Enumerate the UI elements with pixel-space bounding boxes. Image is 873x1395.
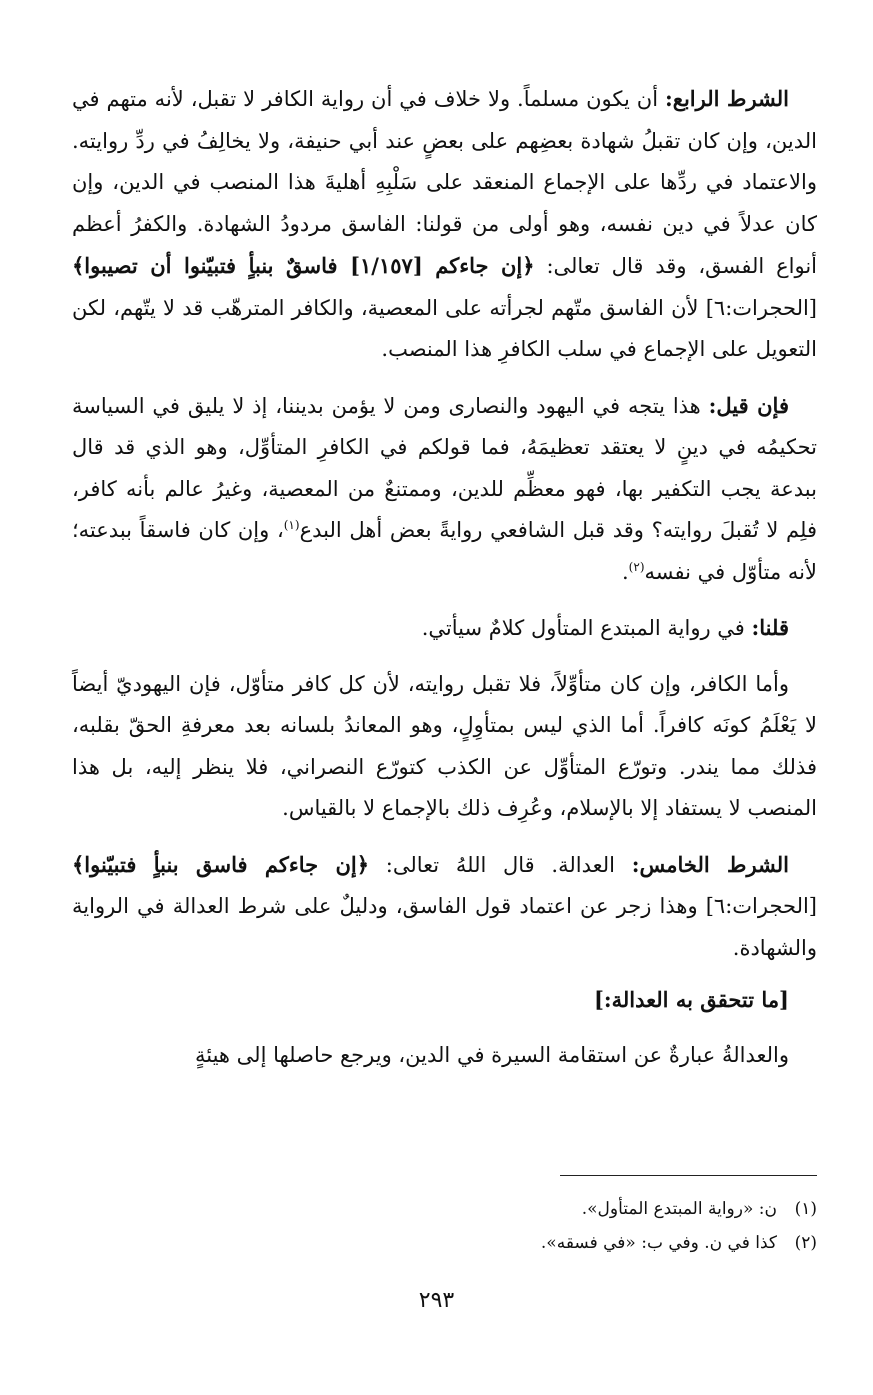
paragraph-answer — [72, 607, 817, 650]
paragraph-text: أن يكون مسلماً. ولا خلاف في أن رواية الكافر لا تقبل، لأنه متهم في الدين، وإن كان تقبلُ شهادة بعضِهم على بعضٍ عند أبي حنيفة، ولا يخالِفُ في ردِّ روايته. والاعتماد في ردِّها على الإجماع المنعقد على سَلْبِهِ أهليةَ هذا المنصب في الدين، وإن كان عدلاً في دين نفسه، وهو أولى من قولنا: الفاسق مردودُ الشهادة. والكفرُ أعظم أنواع الفسق، وقد قال تعالى: — [72, 87, 817, 278]
paragraph-text: [الحجرات:٦] لأن الفاسق متّهم لجرأته على المعصية، والكافر المترهّب قد لا يتّهم، لكن التعويل على الإجماع في سلب الكافرِ هذا المنصب. — [72, 295, 817, 361]
quran-quote: ﴿إن جاءكم [١/١٥٧] فاسقٌ بنبأٍ فتبيّنوا أن تصيبوا﴾ — [72, 253, 535, 278]
quran-quote: ﴿إن جاءكم فاسق بنبأٍ فتبيّنوا﴾ — [72, 851, 370, 877]
footnote — [72, 1192, 817, 1226]
section-heading: [ما تتحقق به العدالة:] — [593, 987, 789, 1012]
paragraph-text: . — [621, 559, 629, 584]
footnote — [72, 1226, 817, 1260]
paragraph-disbeliever: وأما الكافر، وإن كان متأوِّلاً، فلا تقبل روايته، لأن كل كافر متأوّل، فإن اليهوديّ أيضاً لا يَعْلَمُ كونَه كافراً. أما الذي ليس بمتأوِلٍ، وهو المعاندُ بلسانه بعد معرفةِ الحقّ بقلبه، فذلك مما يندر. وتورّع المتأوِّل عن الكذب كتورّع النصراني، فلا ينظر إليه، بل هذا المنصب لا يستفاد إلا بالإسلام، وعُرِف ذلك بالإجماع لا بالقياس. — [72, 671, 817, 820]
condition-heading: الشرط الرابع: — [665, 86, 790, 111]
paragraph-fourth-condition — [72, 78, 817, 371]
paragraph-text: [الحجرات:٦] وهذا زجر عن اعتماد قول الفاسق، ودليلٌ على شرط العدالة في الرواية والشهادة. — [72, 894, 817, 960]
footnote-separator — [560, 1175, 817, 1176]
condition-heading: الشرط الخامس: — [631, 851, 790, 877]
page-number: ٢٩٣ — [418, 1288, 455, 1313]
paragraph-text: العدالة. قال اللهُ تعالى: — [369, 852, 632, 877]
footnote-number: (١) — [794, 1199, 817, 1219]
footnote-text: كذا في ن. وفي ب: «في فسقه». — [540, 1233, 777, 1253]
paragraph-text: ، وإن كان فاسقاً ببدعته؛ لأنه متأوّل في نفسه — [72, 518, 817, 584]
objection-lead: فإن قيل: — [708, 392, 789, 418]
paragraph-justice-definition: والعدالةُ عبارةٌ عن استقامة السيرة في الدين، ويرجع حاصلها إلى هيئةٍ — [194, 1042, 789, 1067]
footnote-ref: (١) — [283, 518, 300, 532]
footnotes — [72, 1192, 817, 1260]
paragraph-text: في رواية المبتدع المتأول كلامٌ سيأتي. — [421, 616, 752, 640]
paragraph-fifth-condition — [72, 844, 817, 970]
footnote-text: ن: «رواية المبتدع المتأول». — [581, 1199, 777, 1219]
main-text — [72, 78, 817, 1076]
footnote-ref: (٢) — [628, 559, 645, 574]
answer-lead: قلنا: — [751, 615, 789, 640]
footnote-number: (٢) — [794, 1233, 817, 1253]
paragraph-objection — [72, 385, 817, 594]
paragraph-text: هذا يتجه في اليهود والنصارى ومن لا يؤمن بديننا، إذ لا يليق في السياسة تحكيمُه في دينٍ لا يعتقد تعظيمَهُ، فما قولكم في الكافرِ المتأوِّل، وهو الذي قد قال ببدعة يجب التكفير بها، فهو معظِّم للدين، وممتنعٌ من المعصية، وغيرُ عالم بأنه كافر، فلِم لا تُقبلَ روايته؟ وقد قبل الشافعي روايةً بعض أهل البدع — [72, 393, 817, 542]
